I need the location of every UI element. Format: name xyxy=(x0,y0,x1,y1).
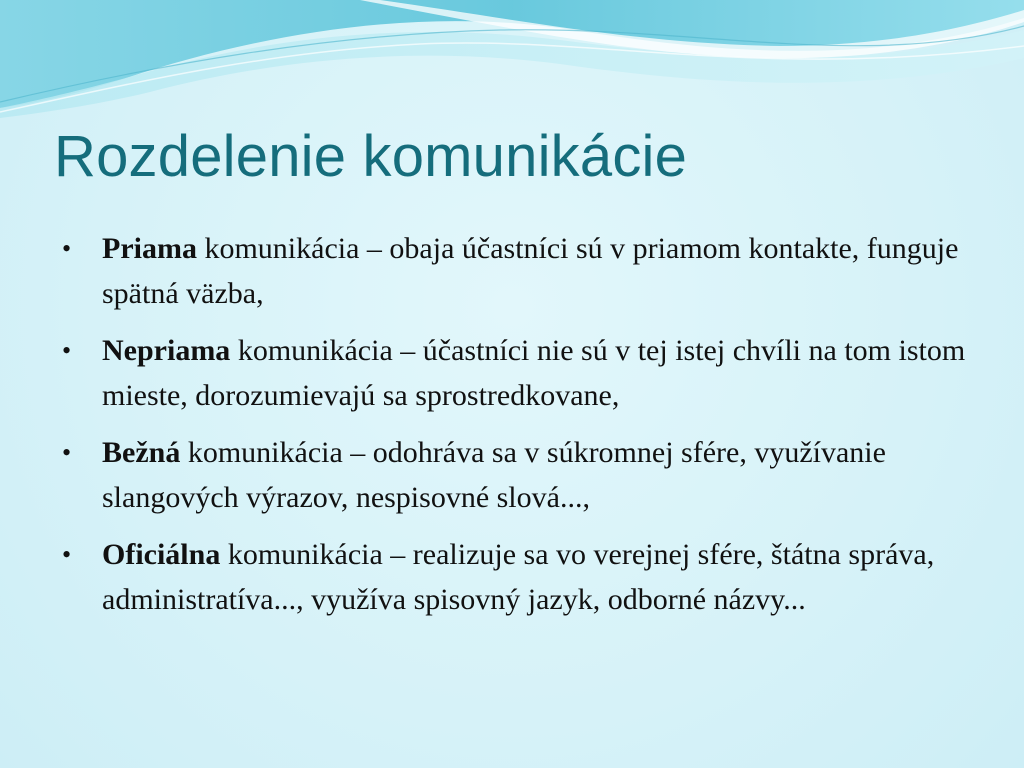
bullet-list xyxy=(60,226,980,634)
bullet-term: Priama xyxy=(102,232,197,265)
bullet-term: Bežná xyxy=(102,436,181,469)
bullet-item-bezna xyxy=(60,430,980,520)
bullet-item-nepriama xyxy=(60,328,980,418)
decorative-wave-header xyxy=(0,0,1024,130)
bullet-dot-icon: • xyxy=(62,234,72,263)
bullet-item-priama xyxy=(60,226,980,316)
slide-title: Rozdelenie komunikácie xyxy=(54,124,688,189)
bullet-dot-icon: • xyxy=(62,438,72,467)
bullet-text: komunikácia – obaja účastníci sú v priamom kontakte, funguje spätná väzba, xyxy=(102,232,959,310)
bullet-term: Oficiálna xyxy=(102,538,221,571)
bullet-text: komunikácia – účastníci nie sú v tej istej chvíli na tom istom mieste, dorozumievajú sa sprostredkovane, xyxy=(102,334,966,412)
bullet-term: Nepriama xyxy=(102,334,231,367)
bullet-item-oficialna xyxy=(60,532,980,622)
bullet-text: komunikácia – odohráva sa v súkromnej sfére, využívanie slangových výrazov, nespisovné slová..., xyxy=(102,436,886,514)
bullet-dot-icon: • xyxy=(62,336,72,365)
bullet-dot-icon: • xyxy=(62,540,72,569)
bullet-text: komunikácia – realizuje sa vo verejnej sfére, štátna správa, administratíva..., využíva spisovný jazyk, odborné názvy... xyxy=(102,538,935,616)
